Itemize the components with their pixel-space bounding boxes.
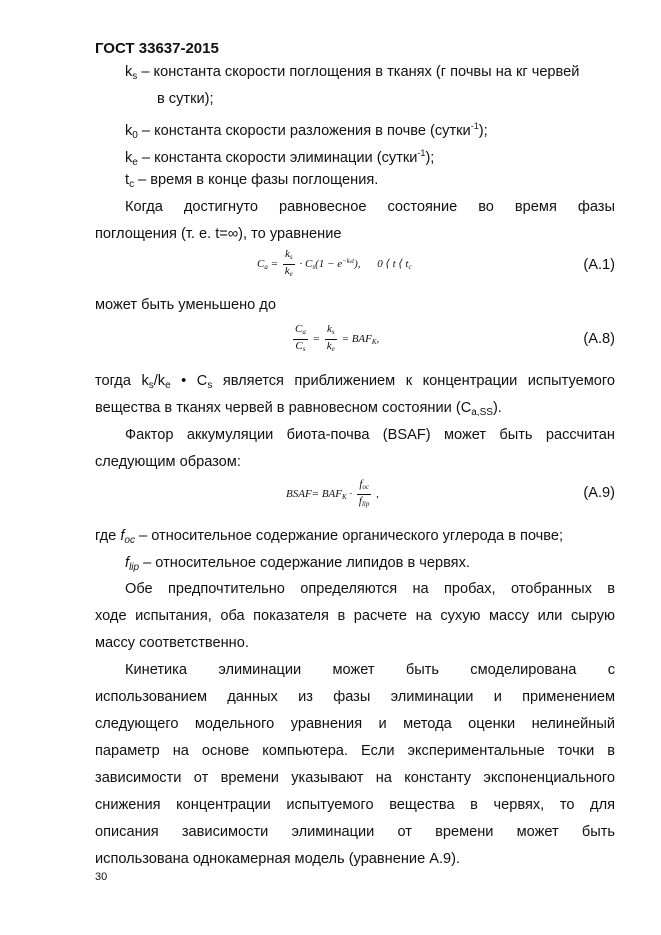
paragraph-line: использованием данных из фазы элиминации и применением	[95, 689, 615, 705]
equation-number: (A.1)	[583, 257, 615, 273]
fraction-numerator	[357, 478, 371, 495]
paragraph-line: может быть уменьшено до	[95, 297, 276, 313]
definition-text: – относительное содержание липидов в червях.	[139, 555, 470, 571]
eq-operator: =	[270, 258, 279, 271]
eq-symbol: k	[326, 340, 332, 352]
paragraph-line	[95, 399, 615, 422]
symbol: f	[120, 528, 125, 544]
eq-exponent-subscript: e	[349, 260, 353, 266]
definition-ks	[125, 63, 615, 86]
paragraph-line: Фактор аккумуляции биота-почва (BSAF) может быть рассчитан	[125, 427, 615, 443]
paragraph-line: поглощения (т. е. t=∞), то уравнение	[95, 226, 342, 242]
equation-number: (A.9)	[583, 485, 615, 501]
symbol-subscript: lip	[129, 562, 140, 573]
eq-exponent-symbol: −k	[342, 257, 350, 266]
paragraph-line: ходе испытания, оба показателя в расчете на сухую массу или сырую	[95, 608, 615, 624]
fraction	[283, 248, 295, 281]
eq-symbol: k	[284, 265, 290, 277]
superscript: -1	[470, 121, 479, 131]
definition-foc	[95, 527, 615, 550]
fraction-denominator	[283, 265, 295, 281]
paragraph-line: использована однокамерная модель (уравнение А.9).	[95, 851, 461, 867]
paragraph-line: снижения концентрации испытуемого вещества в червях, то для	[95, 797, 615, 813]
eq-symbol: f	[358, 495, 362, 507]
symbol: f	[125, 555, 130, 571]
document-header: ГОСТ 33637-2015	[95, 40, 219, 57]
eq-symbol: C	[257, 258, 265, 271]
definition-text-end: );	[425, 150, 435, 166]
text-run: ).	[492, 400, 502, 416]
paragraph-line: массу соответственно.	[95, 635, 249, 651]
definition-text: – относительное содержание органического углерода в почве;	[134, 528, 564, 544]
text-run: является приближением к концентрации испытуемого	[212, 373, 615, 389]
definition-tc	[125, 171, 615, 194]
eq-operator: ·	[349, 488, 353, 501]
equation-a9	[286, 478, 379, 511]
eq-subscript: K	[342, 493, 347, 502]
paragraph-line: следующим образом:	[95, 454, 241, 470]
symbol: t	[125, 172, 130, 188]
symbol: k	[125, 123, 133, 139]
eq-subscript: s	[302, 345, 306, 353]
definition-flip	[125, 554, 615, 577]
eq-subscript: a	[264, 263, 268, 272]
eq-exponent	[342, 257, 354, 265]
paragraph-line: зависимости от времени указывают на константу экспоненциального	[95, 770, 615, 786]
text-subscript: s	[148, 380, 154, 391]
fraction-denominator	[293, 340, 308, 356]
eq-subscript: e	[331, 345, 335, 353]
eq-subscript: oc	[362, 483, 369, 491]
eq-subscript: s	[312, 263, 316, 272]
symbol-subscript: oc	[124, 535, 135, 546]
symbol-subscript: s	[132, 71, 138, 82]
paragraph-line	[95, 372, 615, 395]
definition-text: – константа скорости элиминации (сутки	[137, 150, 418, 166]
eq-symbol: f	[359, 478, 363, 490]
eq-tail: ,	[376, 333, 380, 346]
eq-subscript: c	[408, 263, 412, 272]
fraction-denominator	[325, 340, 337, 356]
eq-subscript: a	[302, 328, 306, 336]
eq-symbol: · C	[299, 258, 313, 271]
eq-subscript: s	[289, 253, 293, 261]
text-subscript: s	[207, 380, 213, 391]
symbol: k	[125, 64, 133, 80]
text-subscript: a,SS	[471, 407, 493, 418]
superscript: -1	[417, 148, 426, 158]
equation-number: (A.8)	[583, 331, 615, 347]
eq-operator: =	[312, 333, 321, 346]
symbol-subscript: 0	[132, 130, 138, 141]
eq-exponent-variable: t	[352, 257, 355, 266]
symbol: k	[125, 150, 133, 166]
equation-a1	[257, 248, 412, 281]
eq-condition: 0 ⟨ t ⟨ t	[377, 258, 409, 271]
paragraph-line: следующего модельного уравнения и метода оценки нелинейный	[95, 716, 615, 732]
definition-text: – константа скорости разложения в почве (сутки	[137, 123, 471, 139]
eq-symbol: k	[326, 323, 332, 335]
equation-a8	[291, 323, 379, 356]
eq-symbol: (1 − e	[315, 258, 343, 271]
eq-subscript: s	[331, 328, 335, 336]
symbol-subscript: e	[132, 157, 138, 168]
eq-symbol: = BAF	[341, 333, 372, 346]
text-run: где	[95, 528, 121, 544]
definition-k0	[125, 117, 615, 145]
definition-text-end: );	[478, 123, 488, 139]
definition-ks-continuation: в сутки);	[157, 91, 214, 107]
paragraph-line: параметр на основе компьютера. Если экспериментальные точки в	[95, 743, 615, 759]
eq-symbol: BSAF= BAF	[286, 488, 342, 501]
paragraph-line: Когда достигнуто равновесное состояние во время фазы	[125, 199, 615, 215]
fraction-numerator	[325, 323, 337, 340]
definition-ke	[125, 144, 615, 172]
fraction	[293, 323, 308, 356]
eq-symbol: C	[295, 340, 303, 352]
page-number: 30	[95, 871, 108, 883]
text-run: вещества в тканях червей в равновесном состоянии (C	[95, 400, 472, 416]
text-run: /k	[153, 373, 166, 389]
eq-subscript: e	[289, 270, 293, 278]
eq-tail: ,	[376, 488, 379, 501]
fraction	[325, 323, 337, 356]
paragraph-line: описания зависимости элиминации от времени может быть	[95, 824, 615, 840]
text-run: • C	[170, 373, 208, 389]
fraction-numerator	[293, 323, 308, 340]
fraction	[357, 478, 371, 511]
fraction-numerator	[283, 248, 295, 265]
symbol-subscript: c	[129, 179, 135, 190]
eq-symbol: C	[295, 323, 303, 335]
eq-subscript: lip	[361, 500, 370, 508]
text-subscript: e	[165, 380, 171, 391]
paragraph-line: Кинетика элиминации может быть смоделирована с	[125, 662, 615, 678]
eq-symbol: k	[284, 248, 290, 260]
definition-text: – время в конце фазы поглощения.	[134, 172, 379, 188]
eq-tail: ),	[354, 258, 361, 271]
paragraph-line: Обе предпочтительно определяются на пробах, отобранных в	[125, 581, 615, 597]
text-run: тогда k	[95, 373, 149, 389]
definition-text: – константа скорости поглощения в тканях (г почвы на кг червей	[137, 64, 580, 80]
eq-subscript: K	[371, 338, 377, 347]
fraction-denominator	[357, 495, 371, 511]
